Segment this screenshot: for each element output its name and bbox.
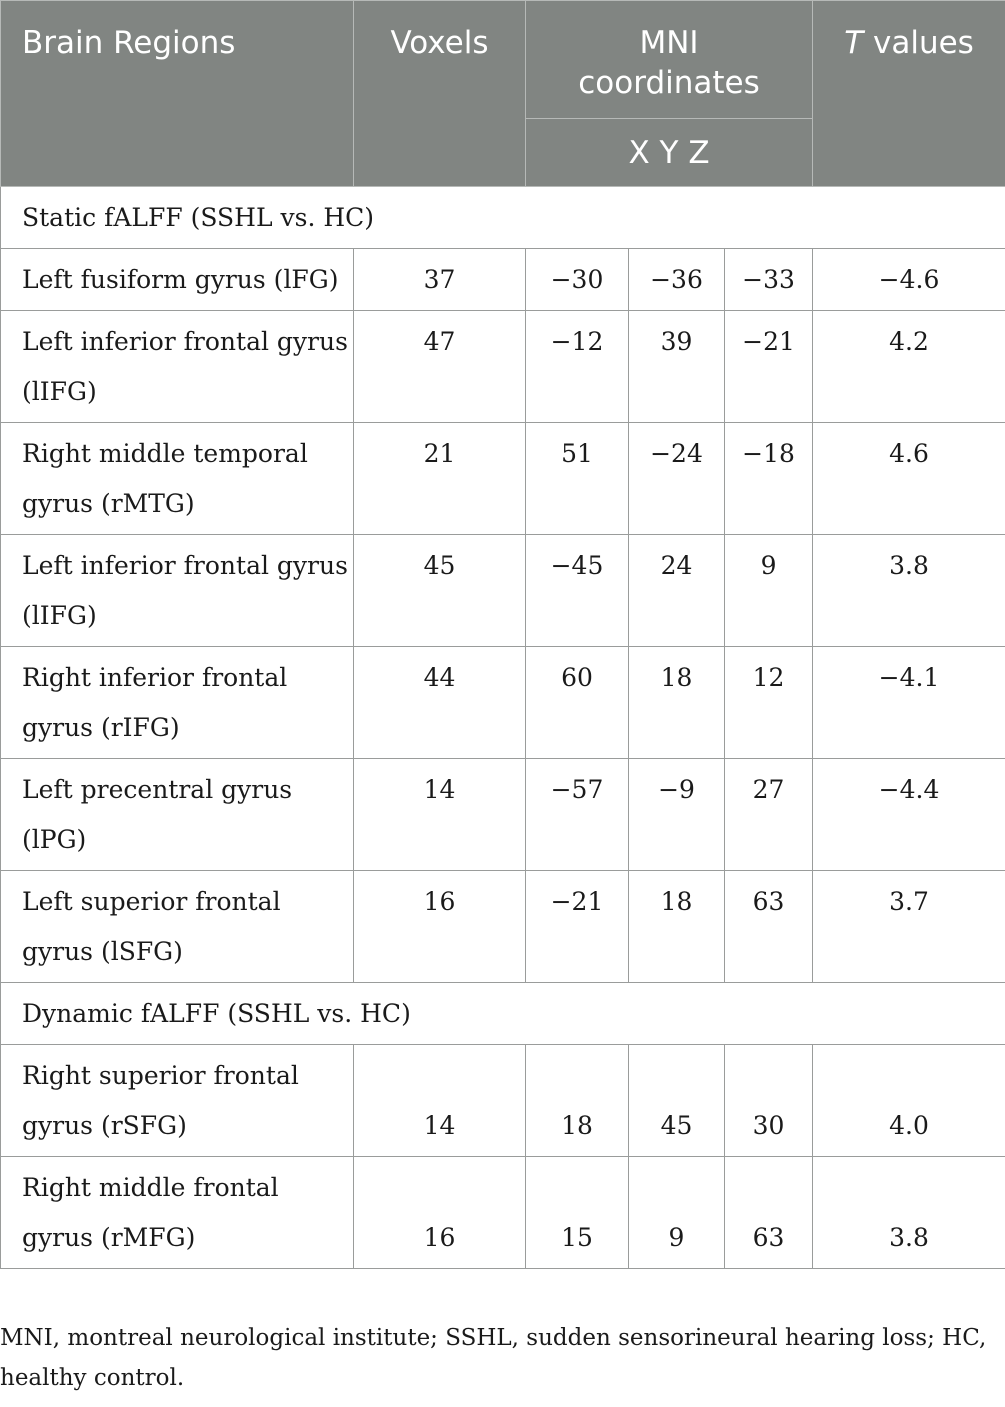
cell-t: 3.8 bbox=[813, 1157, 1005, 1269]
cell-x: −21 bbox=[526, 871, 629, 983]
cell-z: 63 bbox=[725, 871, 813, 983]
cell-y: 39 bbox=[629, 311, 725, 423]
cell-t: 4.6 bbox=[813, 423, 1005, 535]
cell-region: Right inferior frontal gyrus (rIFG) bbox=[1, 647, 354, 759]
cell-voxels: 16 bbox=[354, 871, 526, 983]
cell-y: 45 bbox=[629, 1045, 725, 1157]
table-row bbox=[1, 647, 1005, 759]
cell-voxels: 21 bbox=[354, 423, 526, 535]
cell-voxels: 14 bbox=[354, 1045, 526, 1157]
cell-x: 18 bbox=[526, 1045, 629, 1157]
header-mni-coordinates: MNI coordinates bbox=[526, 1, 813, 119]
cell-z: 27 bbox=[725, 759, 813, 871]
cell-region: Left precentral gyrus (lPG) bbox=[1, 759, 354, 871]
header-voxels: Voxels bbox=[354, 1, 526, 187]
cell-t: 4.2 bbox=[813, 311, 1005, 423]
cell-z: 63 bbox=[725, 1157, 813, 1269]
cell-t: −4.6 bbox=[813, 249, 1005, 311]
cell-y: 18 bbox=[629, 871, 725, 983]
header-xyz: X Y Z bbox=[526, 119, 813, 187]
cell-t: −4.1 bbox=[813, 647, 1005, 759]
cell-voxels: 37 bbox=[354, 249, 526, 311]
cell-z: 30 bbox=[725, 1045, 813, 1157]
cell-z: 9 bbox=[725, 535, 813, 647]
cell-y: 9 bbox=[629, 1157, 725, 1269]
section-title-dynamic: Dynamic fALFF (SSHL vs. HC) bbox=[1, 983, 1005, 1045]
cell-y: 24 bbox=[629, 535, 725, 647]
cell-region: Left inferior frontal gyrus (lIFG) bbox=[1, 311, 354, 423]
cell-region: Right superior frontal gyrus (rSFG) bbox=[1, 1045, 354, 1157]
table-row bbox=[1, 759, 1005, 871]
cell-voxels: 14 bbox=[354, 759, 526, 871]
cell-region: Left inferior frontal gyrus (lIFG) bbox=[1, 535, 354, 647]
cell-y: 18 bbox=[629, 647, 725, 759]
cell-y: −24 bbox=[629, 423, 725, 535]
cell-x: −57 bbox=[526, 759, 629, 871]
cell-y: −9 bbox=[629, 759, 725, 871]
cell-region: Right middle temporal gyrus (rMTG) bbox=[1, 423, 354, 535]
cell-x: −30 bbox=[526, 249, 629, 311]
cell-voxels: 47 bbox=[354, 311, 526, 423]
table-row bbox=[1, 535, 1005, 647]
cell-x: −12 bbox=[526, 311, 629, 423]
header-t-values bbox=[813, 1, 1005, 187]
cell-z: 12 bbox=[725, 647, 813, 759]
table-row bbox=[1, 1157, 1005, 1269]
header-brain-regions: Brain Regions bbox=[1, 1, 354, 187]
section-title-static: Static fALFF (SSHL vs. HC) bbox=[1, 187, 1005, 249]
table-row bbox=[1, 423, 1005, 535]
cell-z: −33 bbox=[725, 249, 813, 311]
cell-z: −21 bbox=[725, 311, 813, 423]
table-header bbox=[1, 1, 1005, 187]
cell-region: Left fusiform gyrus (lFG) bbox=[1, 249, 354, 311]
header-t-rest: values bbox=[863, 25, 974, 61]
cell-t: 4.0 bbox=[813, 1045, 1005, 1157]
cell-t: 3.8 bbox=[813, 535, 1005, 647]
cell-region: Right middle frontal gyrus (rMFG) bbox=[1, 1157, 354, 1269]
cell-y: −36 bbox=[629, 249, 725, 311]
cell-x: 51 bbox=[526, 423, 629, 535]
table-row bbox=[1, 249, 1005, 311]
cell-voxels: 44 bbox=[354, 647, 526, 759]
cell-x: 60 bbox=[526, 647, 629, 759]
table-row bbox=[1, 871, 1005, 983]
table-body bbox=[1, 187, 1005, 1269]
cell-z: −18 bbox=[725, 423, 813, 535]
cell-t: 3.7 bbox=[813, 871, 1005, 983]
cell-voxels: 45 bbox=[354, 535, 526, 647]
table-row bbox=[1, 1045, 1005, 1157]
cell-region: Left superior frontal gyrus (lSFG) bbox=[1, 871, 354, 983]
cell-t: −4.4 bbox=[813, 759, 1005, 871]
table-row bbox=[1, 311, 1005, 423]
cell-x: 15 bbox=[526, 1157, 629, 1269]
cell-voxels: 16 bbox=[354, 1157, 526, 1269]
cell-x: −45 bbox=[526, 535, 629, 647]
table-footnote: MNI, montreal neurological institute; SSHL, sudden sensorineural hearing loss; HC, healthy control. bbox=[0, 1325, 987, 1391]
header-t-italic: T bbox=[844, 25, 864, 61]
